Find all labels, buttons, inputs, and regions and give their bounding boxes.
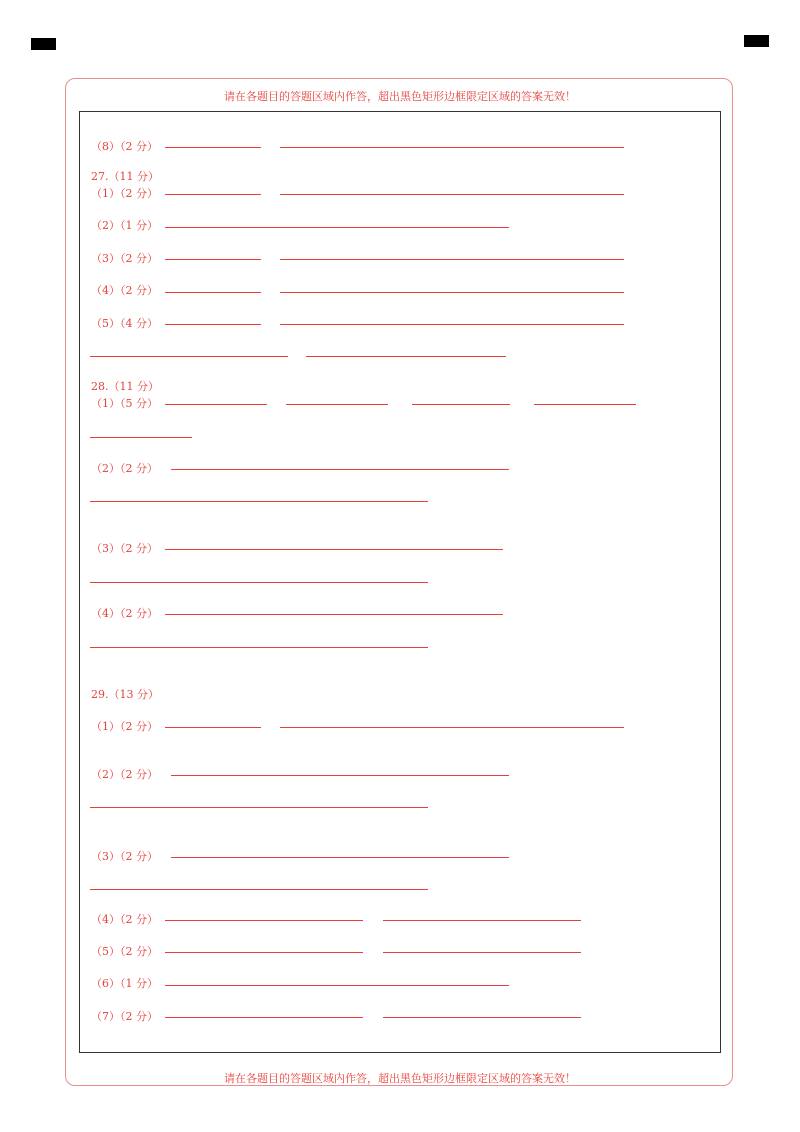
answer-blank-line[interactable] bbox=[90, 437, 192, 438]
answer-blank-line[interactable] bbox=[165, 292, 261, 293]
answer-blank-line[interactable] bbox=[165, 549, 503, 550]
answer-blank-line[interactable] bbox=[171, 775, 509, 776]
question-label: （2）（1 分） bbox=[91, 219, 158, 232]
registration-mark-left bbox=[31, 38, 56, 50]
answer-blank-line[interactable] bbox=[165, 727, 261, 728]
q29-title: 29.（13 分） bbox=[91, 688, 159, 701]
answer-blank-line[interactable] bbox=[165, 259, 261, 260]
answer-blank-line[interactable] bbox=[280, 259, 624, 260]
answer-blank-line[interactable] bbox=[165, 952, 363, 953]
question-label: （8）（2 分） bbox=[91, 140, 158, 153]
answer-blank-line[interactable] bbox=[165, 147, 261, 148]
answer-blank-line[interactable] bbox=[286, 404, 388, 405]
answer-blank-line[interactable] bbox=[280, 194, 624, 195]
answer-blank-line[interactable] bbox=[412, 404, 510, 405]
registration-mark-right bbox=[744, 35, 769, 47]
answer-blank-line[interactable] bbox=[171, 469, 509, 470]
answer-blank-line[interactable] bbox=[383, 1017, 581, 1018]
question-label: （3）（2 分） bbox=[91, 542, 158, 555]
question-label: （3）（2 分） bbox=[91, 252, 158, 265]
question-label: （1）（2 分） bbox=[91, 720, 158, 733]
question-label: （5）（4 分） bbox=[91, 317, 158, 330]
question-label: （2）（2 分） bbox=[91, 768, 158, 781]
q27-title: 27.（11 分） bbox=[91, 170, 159, 183]
answer-blank-line[interactable] bbox=[90, 889, 428, 890]
answer-blank-line[interactable] bbox=[165, 324, 261, 325]
question-label: （3）（2 分） bbox=[91, 850, 158, 863]
answer-blank-line[interactable] bbox=[165, 227, 509, 228]
answer-blank-line[interactable] bbox=[165, 194, 261, 195]
answer-blank-line[interactable] bbox=[90, 647, 428, 648]
question-label: （4）（2 分） bbox=[91, 913, 158, 926]
question-label: （4）（2 分） bbox=[91, 284, 158, 297]
answer-blank-line[interactable] bbox=[165, 614, 503, 615]
answer-blank-line[interactable] bbox=[165, 985, 509, 986]
answer-blank-line[interactable] bbox=[280, 324, 624, 325]
answer-blank-line[interactable] bbox=[383, 952, 581, 953]
answer-blank-line[interactable] bbox=[90, 356, 288, 357]
answer-blank-line[interactable] bbox=[90, 582, 428, 583]
question-label: （4）（2 分） bbox=[91, 607, 158, 620]
question-label: （1）（2 分） bbox=[91, 187, 158, 200]
answer-blank-line[interactable] bbox=[165, 1017, 363, 1018]
answer-blank-line[interactable] bbox=[534, 404, 636, 405]
answer-blank-line[interactable] bbox=[280, 727, 624, 728]
question-label: （2）（2 分） bbox=[91, 462, 158, 475]
notice-bottom: 请在各题目的答题区域内作答，超出黑色矩形边框限定区域的答案无效！ bbox=[224, 1072, 576, 1085]
answer-blank-line[interactable] bbox=[90, 807, 428, 808]
answer-blank-line[interactable] bbox=[165, 404, 267, 405]
question-label: （5）（2 分） bbox=[91, 945, 158, 958]
notice-top: 请在各题目的答题区域内作答，超出黑色矩形边框限定区域的答案无效！ bbox=[224, 90, 576, 103]
question-label: （7）（2 分） bbox=[91, 1010, 158, 1023]
answer-blank-line[interactable] bbox=[280, 292, 624, 293]
answer-blank-line[interactable] bbox=[280, 147, 624, 148]
answer-blank-line[interactable] bbox=[165, 920, 363, 921]
answer-blank-line[interactable] bbox=[306, 356, 506, 357]
q28-title: 28.（11 分） bbox=[91, 380, 159, 393]
answer-blank-line[interactable] bbox=[90, 501, 428, 502]
question-label: （6）（1 分） bbox=[91, 977, 158, 990]
answer-blank-line[interactable] bbox=[171, 857, 509, 858]
question-label: （1）（5 分） bbox=[91, 397, 158, 410]
answer-blank-line[interactable] bbox=[383, 920, 581, 921]
